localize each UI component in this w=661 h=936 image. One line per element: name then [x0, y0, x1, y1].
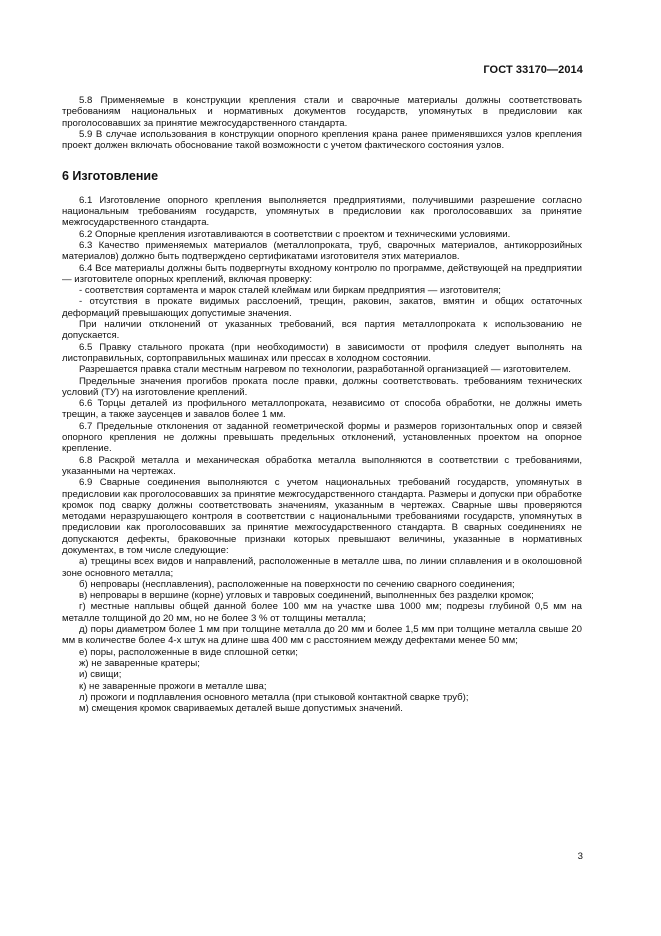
list-item-sortament: - соответствия сортамента и марок сталей клеймам или биркам предприятия — изготовителя; [79, 285, 501, 297]
paragraph-6-2: 6.2 Опорные крепления изготавливаются в соответствии с проектом и техническими условиями. [79, 228, 511, 240]
list-item-i: и) свищи; [79, 669, 122, 681]
list-item-d: д) поры диаметром более 1 мм при толщине металла до 20 мм и более 1,5 мм при толщине металла свыше 20 мм в количестве более 4-х штук на длине шва 400 мм с расстоянием между дефектами менее 50 мм; [62, 624, 582, 647]
list-item-l: л) прожоги и подплавления основного металла (при стыковой контактной сварке труб); [79, 691, 469, 703]
paragraph-6-4: 6.4 Все материалы должны быть подвергнуты входному контролю по программе, действующей на предприятии — изготовителе опорных креплений, включая проверку: [62, 262, 582, 285]
list-item-m: м) смещения кромок свариваемых деталей выше допустимых значений. [79, 703, 403, 715]
paragraph-6-5: 6.5 Правку стального проката (при необходимости) в зависимости от профиля следует выполнять на листоправильных, сортоправильных машинах или прессах в холодном состоянии. [62, 341, 582, 364]
list-item-zh: ж) не заваренные кратеры; [79, 657, 200, 669]
document-code: ГОСТ 33170—2014 [483, 64, 583, 76]
paragraph-5-8: 5.8 Применяемые в конструкции крепления стали и сварочные материалы должны соответствовать требованиям национальных и нормативных документов государств, упомянутых в предисловии как проголосовавших за принятие межгосударственного стандарта. [62, 95, 582, 129]
paragraph-5-9: 5.9 В случае использования в конструкции опорного крепления крана ранее применявшихся узлов крепления проект должен включать обоснование такой возможности с учетом фактического состояния узлов. [62, 128, 582, 152]
list-item-e: е) поры, расположенные в виде сплошной сетки; [79, 646, 298, 658]
list-item-a: а) трещины всех видов и направлений, расположенные в металле шва, по линии сплавления и в околошовной зоне основного металла; [62, 556, 582, 579]
paragraph-deflection: Предельные значения прогибов проката после правки, должны соответствовать. требованиям технических условий (ТУ) на изготовление креплений. [62, 375, 582, 398]
list-item-defects: - отсутствия в прокате видимых расслоений, трещин, раковин, закатов, вмятин и общих остаточных деформаций превышающих допустимые значения. [62, 296, 582, 319]
list-item-k: к) не заваренные прожоги в металле шва; [79, 680, 267, 692]
paragraph-6-3: 6.3 Качество применяемых материалов (металлопроката, труб, сварочных материалов, антикоррозийных материалов) должно быть подтверждено сертификатами изготовителя этих материалов. [62, 239, 582, 263]
list-item-b: б) непровары (несплавления), расположенные на поверхности по сечению сварного соединения; [79, 578, 515, 590]
list-item-g: г) местные наплывы общей данной более 100 мм на участке шва 1000 мм; подрезы глубиной 0,5 мм на металле толщиной до 20 мм, но не более 3 % от толщины металла; [62, 601, 582, 624]
paragraph-6-1: 6.1 Изготовление опорного крепления выполняется предприятиями, получившими разрешение согласно национальным требованиям государств, упомянутых в предисловии как проголосовавших за принятие межгосударственного стандарта. [62, 194, 582, 229]
paragraph-deviation-note: При наличии отклонений от указанных требований, вся партия металлопроката к использованию не допускается. [62, 319, 582, 342]
page-number: 3 [577, 851, 583, 862]
paragraph-6-8: 6.8 Раскрой металла и механическая обработка металла выполняются в соответствии с требованиями, указанными на чертежах. [62, 454, 582, 477]
page-content [62, 95, 582, 714]
paragraph-6-6: 6.6 Торцы деталей из профильного металлопроката, независимо от способа обработки, не должны иметь трещин, а также заусенцев и завалов более 1 мм. [62, 398, 582, 421]
paragraph-heating: Разрешается правка стали местным нагревом по технологии, разработанной организацией — изготовителем. [79, 364, 571, 376]
paragraph-6-7: 6.7 Предельные отклонения от заданной геометрической формы и размеров горизонтальных опор и связей опорного крепления не должны превышать предельных отклонений, установленных проектом на опорное крепление. [62, 420, 582, 455]
list-item-v: в) непровары в вершине (корне) угловых и тавровых соединений, выполненных без разделки кромок; [79, 590, 534, 602]
paragraph-6-9: 6.9 Сварные соединения выполняются с учетом национальных требований государств, упомянутых в предисловии как проголосовавших за принятие межгосударственного стандарта. Размеры и допуски при обработке кромок под сварку должны соответствовать значениям, указанным в чертежах. Сварные швы проверяются методами неразрушающего контроля в соответствии с национальными требованиями государств, упомянутых в предисловии как проголосовавших за принятие межгосударственного стандарта. В сварных соединениях не допускаются дефекты, браковочные признаки которых превышают величины, указанные в нормативных документах, в том числе следующие: [62, 477, 582, 556]
section-heading: 6 Изготовление [62, 169, 159, 184]
